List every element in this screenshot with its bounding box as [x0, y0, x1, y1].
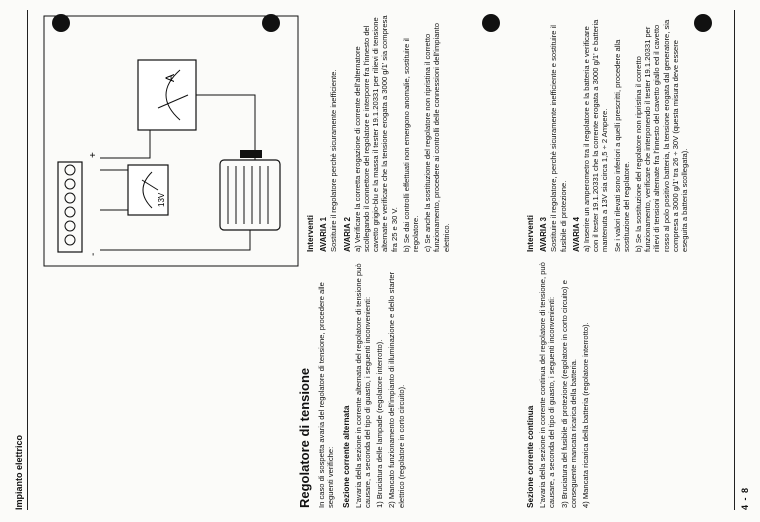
ammeter-icon: [138, 60, 196, 130]
dc-item-4: 4) Mancata ricarica della batteria (regolatore interrotto).: [581, 322, 591, 508]
dc-item-3: 3) Bruciatura del fusibile di protezione (regolatore in corto circuito) e conseguente mancata ricarica della batteria.: [559, 280, 578, 508]
interventi-heading-1: Interventi: [306, 215, 315, 252]
avaria-2-title: AVARIA 2: [342, 217, 352, 252]
interventi-heading-2: Interventi: [526, 215, 535, 252]
avaria-2-item-b: b) Se dai controlli effettuati non emergono anomalie, sostituire il regolatore.: [401, 38, 421, 252]
regulator-icon: [220, 150, 280, 230]
dc-column: [520, 258, 593, 508]
voltmeter-label: 13V: [157, 192, 166, 207]
left-column: [297, 258, 409, 508]
intro-text: In caso di sospetta avaria del regolatore di tensione, procedere alle seguenti verifiche:: [317, 282, 336, 508]
avaria-4-item-a: a) Inserire un amperometro tra il regolatore e la batteria e verificare con il tester 19.1.20331 che la corrente erogata a 3000 g/1' e batteria mantenuta a 13V sia circa 1,5 ÷ 2 Ampere.: [582, 19, 610, 252]
wiring-diagram: [40, 12, 302, 270]
page-title: Regolatore di tensione: [297, 367, 312, 508]
footer-rule: [734, 10, 735, 510]
right-column: [300, 12, 454, 252]
dc-text: L'avaria della sezione in corrente continua del regolatore di tensione, può causare, a seconda del tipo di guasto, i seguenti inconvenienti:: [538, 262, 557, 508]
ac-heading: Sezione corrente alternata: [341, 405, 351, 508]
avaria-3-title: AVARIA 3: [539, 217, 549, 252]
avaria-4-note: Se i valori rilevati sono inferiori a quelli prescritti, procedere alla sostituzione del regolatore.: [612, 39, 631, 252]
ac-text: L'avaria della sezione in corrente alternata del regolatore di tensione può causare, a seconda del tipo di guasto, i seguenti inconvenienti:: [353, 263, 373, 508]
ammeter-label: A: [163, 73, 177, 82]
avaria-2-item-a: a) Verificare la corretta erogazione di corrente dell'alternatore scollegando il connettore del regolatore e interporre fra l'innesto del cavetto grigio-blu e la massa il tester 19.1.20331 per rilievi di tensione alternate e verificare che la tensione erogata a 3000 g/1' sia compresa fra 25 e 30 V.: [352, 15, 399, 252]
interventi-2-column: [520, 12, 692, 252]
voltmeter-icon: [128, 165, 168, 215]
avaria-4-item-b: b) Se la sostituzione del regolatore non ripristina il corretto funzionamento, verificare che interponendo il tester 19.1.20331 per rilievi di tensioni alternate fra l'innesto del cavetto giallo ed il cavetto rosso al polo positivo batteria, la tensione erogata dal generatore, sia compresa a 3000 g/1' tra 26 ÷ 30V (questa misura deve essere eseguita a batteria scollegata).: [634, 19, 690, 252]
battery-plus-label: +: [88, 152, 99, 158]
avaria-2-item-c: c) Se anche la sostituzione del regolatore non ripristina il corretto funzionamento, procedere ai controlli delle connessioni dell'impianto elettrico.: [423, 23, 451, 252]
header-rule: [27, 10, 28, 510]
page-number: 4 - 8: [740, 486, 750, 510]
battery-icon: [58, 162, 82, 252]
dc-heading: Sezione corrente continua: [526, 405, 535, 508]
avaria-3-text: Sostituire il regolatore, perchè sicuramente inefficiente e sostituire il fusibile di protezione.: [549, 25, 568, 252]
avaria-4-title: AVARIA 4: [571, 217, 581, 252]
avaria-1-title: AVARIA 1: [319, 217, 329, 252]
ac-item-2: 2) Mancato funzionamento dell'impianto di illuminazione e dello starter elettrico (regolatore in corto circuito).: [387, 271, 406, 508]
avaria-1-text: Sostituire il regolatore perchè sicuramente inefficiente.: [329, 69, 339, 252]
section-header: Impianto elettrico: [14, 434, 24, 510]
battery-minus-label: -: [88, 252, 99, 256]
ac-item-1: 1) Bruciatura delle lampade (regolatore interrotto).: [375, 339, 385, 508]
